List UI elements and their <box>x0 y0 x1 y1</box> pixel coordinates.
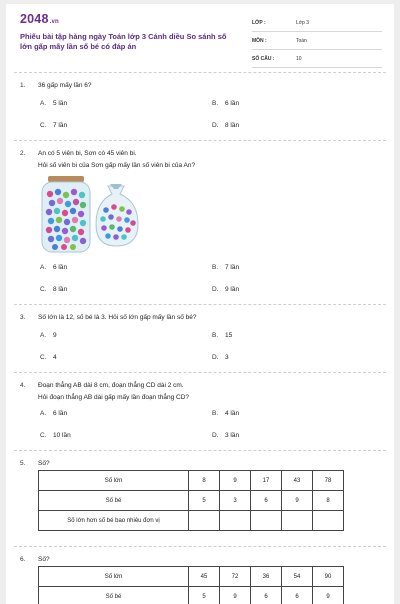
row-header: Số lớn <box>39 567 189 587</box>
question-text: An có 5 viên bi, Sơn có 45 viên bi. <box>38 148 137 159</box>
option-b[interactable] <box>212 410 239 417</box>
option-letter: C. <box>40 432 53 439</box>
answer-cell[interactable] <box>251 511 282 531</box>
answer-cell[interactable] <box>189 511 220 531</box>
question-number: 2. <box>20 150 25 157</box>
option-c[interactable] <box>40 354 57 361</box>
option-letter: B. <box>212 100 225 107</box>
option-c[interactable] <box>40 286 67 293</box>
option-text: 5 lần <box>53 100 67 107</box>
meta-value: Lớp 3 <box>296 20 309 26</box>
option-letter: A. <box>40 410 53 417</box>
option-text: 10 lần <box>53 432 71 439</box>
worksheet-header <box>20 12 380 68</box>
option-text: 9 <box>53 332 57 339</box>
table-cell: 6 <box>282 587 313 604</box>
table-cell: 43 <box>282 471 313 491</box>
option-d[interactable] <box>212 122 239 129</box>
meta-key: SỐ CÂU : <box>252 56 275 62</box>
option-letter: D. <box>212 286 225 293</box>
question-divider <box>14 304 386 305</box>
table-row <box>39 511 344 531</box>
table-cell: 45 <box>189 567 220 587</box>
worksheet-meta <box>252 18 382 72</box>
table-cell: 90 <box>313 567 344 587</box>
meta-key: MÔN : <box>252 38 267 44</box>
marble-jars-illustration <box>38 176 150 256</box>
meta-row-count <box>252 54 382 68</box>
option-letter: A. <box>40 332 53 339</box>
table-cell: 9 <box>220 471 251 491</box>
table-cell: 78 <box>313 471 344 491</box>
table-row <box>39 567 344 587</box>
option-text: 15 <box>225 332 232 339</box>
table-cell: 5 <box>189 587 220 604</box>
option-c[interactable] <box>40 432 71 439</box>
number-table <box>38 470 344 531</box>
option-a[interactable] <box>40 100 67 107</box>
option-letter: D. <box>212 354 225 361</box>
question-number: 6. <box>20 556 25 563</box>
table-cell: 6 <box>251 587 282 604</box>
option-letter: B. <box>212 264 225 271</box>
option-b[interactable] <box>212 332 232 339</box>
question-number: 1. <box>20 82 25 89</box>
table-row <box>39 491 344 511</box>
option-letter: C. <box>40 354 53 361</box>
question-text: Hỏi số viên bi của Sơn gấp mấy lần số viên bi của An? <box>38 160 195 171</box>
question-text: Số? <box>38 458 50 469</box>
option-a[interactable] <box>40 410 67 417</box>
option-letter: A. <box>40 100 53 107</box>
header-divider <box>14 72 386 73</box>
meta-value: Toán <box>296 38 307 44</box>
option-letter: D. <box>212 432 225 439</box>
question-number: 5. <box>20 460 25 467</box>
option-a[interactable] <box>40 264 67 271</box>
question-divider <box>14 140 386 141</box>
marble-jar-image <box>42 176 90 252</box>
option-text: 3 lần <box>225 432 239 439</box>
table-cell: 9 <box>282 491 313 511</box>
option-text: 7 lần <box>225 264 239 271</box>
table-cell: 8 <box>313 491 344 511</box>
table-cell: 6 <box>251 491 282 511</box>
question-divider <box>14 450 386 451</box>
option-d[interactable] <box>212 432 239 439</box>
answer-cell[interactable] <box>220 511 251 531</box>
table-cell: 5 <box>189 491 220 511</box>
option-a[interactable] <box>40 332 57 339</box>
option-text: 6 lần <box>53 264 67 271</box>
table-cell: 72 <box>220 567 251 587</box>
option-d[interactable] <box>212 354 229 361</box>
question-text: Đoạn thẳng AB dài 8 cm, đoạn thẳng CD dài 2 cm. <box>38 380 184 391</box>
table-cell: 3 <box>220 491 251 511</box>
option-text: 9 lần <box>225 286 239 293</box>
option-text: 7 lần <box>53 122 67 129</box>
option-text: 4 lần <box>225 410 239 417</box>
option-letter: B. <box>212 332 225 339</box>
meta-value: 10 <box>296 56 302 62</box>
table-row <box>39 587 344 604</box>
answer-cell[interactable] <box>313 511 344 531</box>
table-cell: 9 <box>220 587 251 604</box>
table-cell: 17 <box>251 471 282 491</box>
option-c[interactable] <box>40 122 67 129</box>
answer-cell[interactable] <box>282 511 313 531</box>
option-d[interactable] <box>212 286 239 293</box>
number-table <box>38 566 344 604</box>
question-text: Hỏi đoạn thẳng AB dài gấp mấy lần đoạn thẳng CD? <box>38 392 189 403</box>
row-header: Số lớn <box>39 471 189 491</box>
marble-bag-image <box>96 184 138 246</box>
option-text: 8 lần <box>225 122 239 129</box>
row-header: Số bé <box>39 587 189 604</box>
table-cell: 54 <box>282 567 313 587</box>
option-b[interactable] <box>212 264 239 271</box>
option-letter: D. <box>212 122 225 129</box>
logo-main: 2048 <box>20 12 49 26</box>
question-text: 36 gấp mấy lần 6? <box>38 80 91 91</box>
option-letter: B. <box>212 410 225 417</box>
question-text: Số? <box>38 554 50 565</box>
option-text: 8 lần <box>53 286 67 293</box>
option-letter: C. <box>40 122 53 129</box>
question-number: 4. <box>20 382 25 389</box>
meta-key: LỚP : <box>252 20 266 26</box>
worksheet-title: Phiếu bài tập hàng ngày Toán lớp 3 Cánh diều So sánh số lớn gấp mấy lần số bé có đáp án <box>20 32 238 52</box>
table-cell: 36 <box>251 567 282 587</box>
meta-row-subject <box>252 36 382 50</box>
row-header: Số bé <box>39 491 189 511</box>
option-b[interactable] <box>212 100 239 107</box>
meta-row-class <box>252 18 382 32</box>
option-text: 6 lần <box>53 410 67 417</box>
site-logo[interactable] <box>20 12 59 26</box>
row-header: Số lớn hơn số bé bao nhiêu đơn vị <box>39 511 189 531</box>
worksheet-page <box>6 4 394 604</box>
question-divider <box>14 546 386 547</box>
option-text: 4 <box>53 354 57 361</box>
option-text: 6 lần <box>225 100 239 107</box>
logo-tld: .vn <box>50 19 59 25</box>
option-letter: A. <box>40 264 53 271</box>
question-text: Số lớn là 12, số bé là 3. Hỏi số lớn gấp mấy lần số bé? <box>38 312 196 323</box>
table-cell: 8 <box>189 471 220 491</box>
question-divider <box>14 372 386 373</box>
table-cell: 9 <box>313 587 344 604</box>
option-text: 3 <box>225 354 229 361</box>
option-letter: C. <box>40 286 53 293</box>
question-number: 3. <box>20 314 25 321</box>
table-row <box>39 471 344 491</box>
